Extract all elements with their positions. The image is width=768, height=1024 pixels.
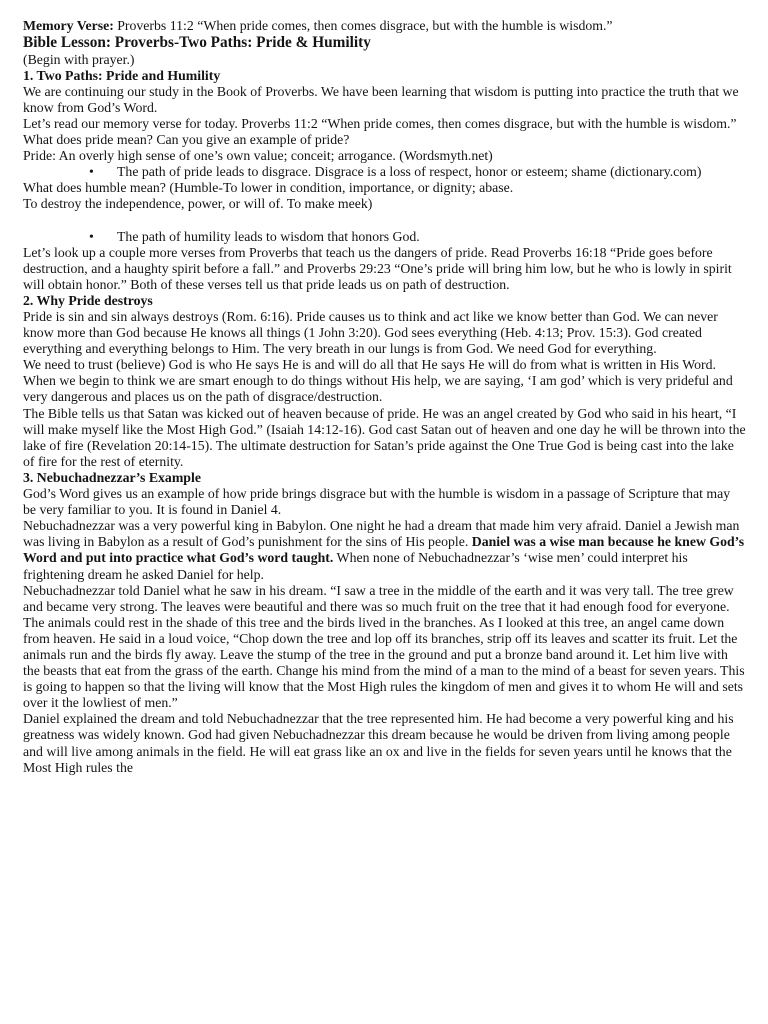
bullet-text: The path of humility leads to wisdom that honors God. bbox=[117, 228, 420, 244]
section-2-heading: 2. Why Pride destroys bbox=[23, 292, 153, 308]
prayer-note: (Begin with prayer.) bbox=[23, 51, 135, 67]
section-3-paragraph: Daniel explained the dream and told Nebuchadnezzar that the tree represented him. He had become a very powerful king and his greatness was widely known. God had given Nebuchadnezzar this dream because he would be driven from living among people and will live among animals in the field. He will eat grass like an ox and live in the fields for seven years until he knows that the Most High rules the bbox=[23, 711, 734, 775]
section-2-paragraph: The Bible tells us that Satan was kicked out of heaven because of pride. He was an angel created by God who said in his heart, “I will make myself like the Most High God.” (Isaiah 14:12-16). God cast Satan out of heaven and one day he will be thrown into the lake of fire (Revelation 20:14-15). The ultimate destruction for Satan’s pride against the One True God is being cast into the lake of fire for the rest of eternity. bbox=[23, 405, 746, 469]
section-1-heading: 1. Two Paths: Pride and Humility bbox=[23, 67, 221, 83]
section-3-paragraph: God’s Word gives us an example of how pride brings disgrace but with the humble is wisdom in a passage of Scripture that may be very familiar to you. It is found in Daniel 4. bbox=[23, 486, 731, 518]
bullet-text: The path of pride leads to disgrace. Disgrace is a loss of respect, honor or esteem; shame (dictionary.com) bbox=[117, 164, 702, 180]
lesson-title: Bible Lesson: Proverbs-Two Paths: Pride & Humility bbox=[23, 34, 371, 52]
humble-definition-continued: To destroy the independence, power, or will of. To make meek) bbox=[23, 196, 373, 212]
blank-line bbox=[23, 213, 746, 229]
section-1-paragraph: Let’s read our memory verse for today. Proverbs 11:2 “When pride comes, then comes disgrace, but with the humble is wisdom.” bbox=[23, 115, 737, 131]
section-2-paragraph: We need to trust (believe) God is who He says He is and will do all that He says He will do from what is written in His Word. When we begin to think we are smart enough to do things without His help, we are saying, ‘I am god’ which is very prideful and very dangerous and places us on the path of disgrace/destruction. bbox=[23, 357, 733, 405]
bullet-item bbox=[23, 164, 746, 180]
paragraph-text: When none of Nebuchadnezzar’s ‘wise men’ could interpret his frightening dream he asked Daniel for help. bbox=[23, 550, 688, 582]
section-1-paragraph: Let’s look up a couple more verses from Proverbs that teach us the dangers of pride. Read Proverbs 16:18 “Pride goes before destruction, and a haughty spirit before a fall.” and Proverbs 29:23 “One’s pride will bring him low, but he who is lowly in spirit will obtain honor.” Both of these verses tell us that pride leads us on path of destruction. bbox=[23, 244, 732, 292]
section-1-paragraph: What does pride mean? Can you give an example of pride? bbox=[23, 132, 350, 148]
pride-definition: Pride: An overly high sense of one’s own value; conceit; arrogance. (Wordsmyth.net) bbox=[23, 148, 493, 164]
bullet-item bbox=[23, 229, 746, 245]
section-1-paragraph: We are continuing our study in the Book of Proverbs. We have been learning that wisdom is putting into practice the truth that we know from God’s Word. bbox=[23, 83, 739, 115]
section-3-paragraph bbox=[23, 518, 746, 582]
section-2-paragraph: Pride is sin and sin always destroys (Rom. 6:16). Pride causes us to think and act like we know better than God. We can never know more than God because He knows all things (1 John 3:20). God sees everything (Heb. 4:13; Prov. 15:3). God created everything and everything belongs to Him. The very breath in our lungs is from God. We need God for everything. bbox=[23, 309, 718, 357]
paragraph-text: Nebuchadnezzar was a very powerful king in Babylon. One night he had a dream that made him very afraid. Daniel a Jewish man was living in Babylon as a result of God’s punishment for the sins of His people. bbox=[23, 518, 740, 550]
bullet-icon: • bbox=[89, 228, 94, 244]
humble-definition: What does humble mean? (Humble-To lower in condition, importance, or dignity; abase. bbox=[23, 180, 514, 196]
section-3-paragraph: Nebuchadnezzar told Daniel what he saw in his dream. “I saw a tree in the middle of the earth and it was very tall. The tree grew and became very strong. The leaves were beautiful and there was so much fruit on the tree that it had enough food for everyone. The animals could rest in the shade of this tree and the birds lived in the branches. As I looked at this tree, an angel came down from heaven. He said in a loud voice, “Chop down the tree and lop off its branches, strip off its leaves and scatter its fruit. Let the animals run and the birds fly away. Leave the stump of the tree in the ground and put a bronze band around it. Let him live with the beasts that eat from the grass of the earth. Change his mind from the mind of a man to the mind of a beast for seven years. This is going to happen so that the living will know that the Most High rules the kingdom of men and gives it to whom He will and sets over it the lowliest of men.” bbox=[23, 582, 745, 711]
section-3-heading: 3. Nebuchadnezzar’s Example bbox=[23, 469, 201, 485]
memory-verse-label: Memory Verse: bbox=[23, 18, 114, 33]
bullet-icon: • bbox=[89, 164, 94, 180]
lesson-document bbox=[23, 18, 746, 776]
emphasized-text: Daniel was a wise man because he knew God’s Word and put into practice what God’s word taught. bbox=[23, 534, 745, 566]
memory-verse-text: Proverbs 11:2 “When pride comes, then comes disgrace, but with the humble is wisdom.” bbox=[113, 18, 613, 33]
memory-verse bbox=[23, 18, 746, 34]
